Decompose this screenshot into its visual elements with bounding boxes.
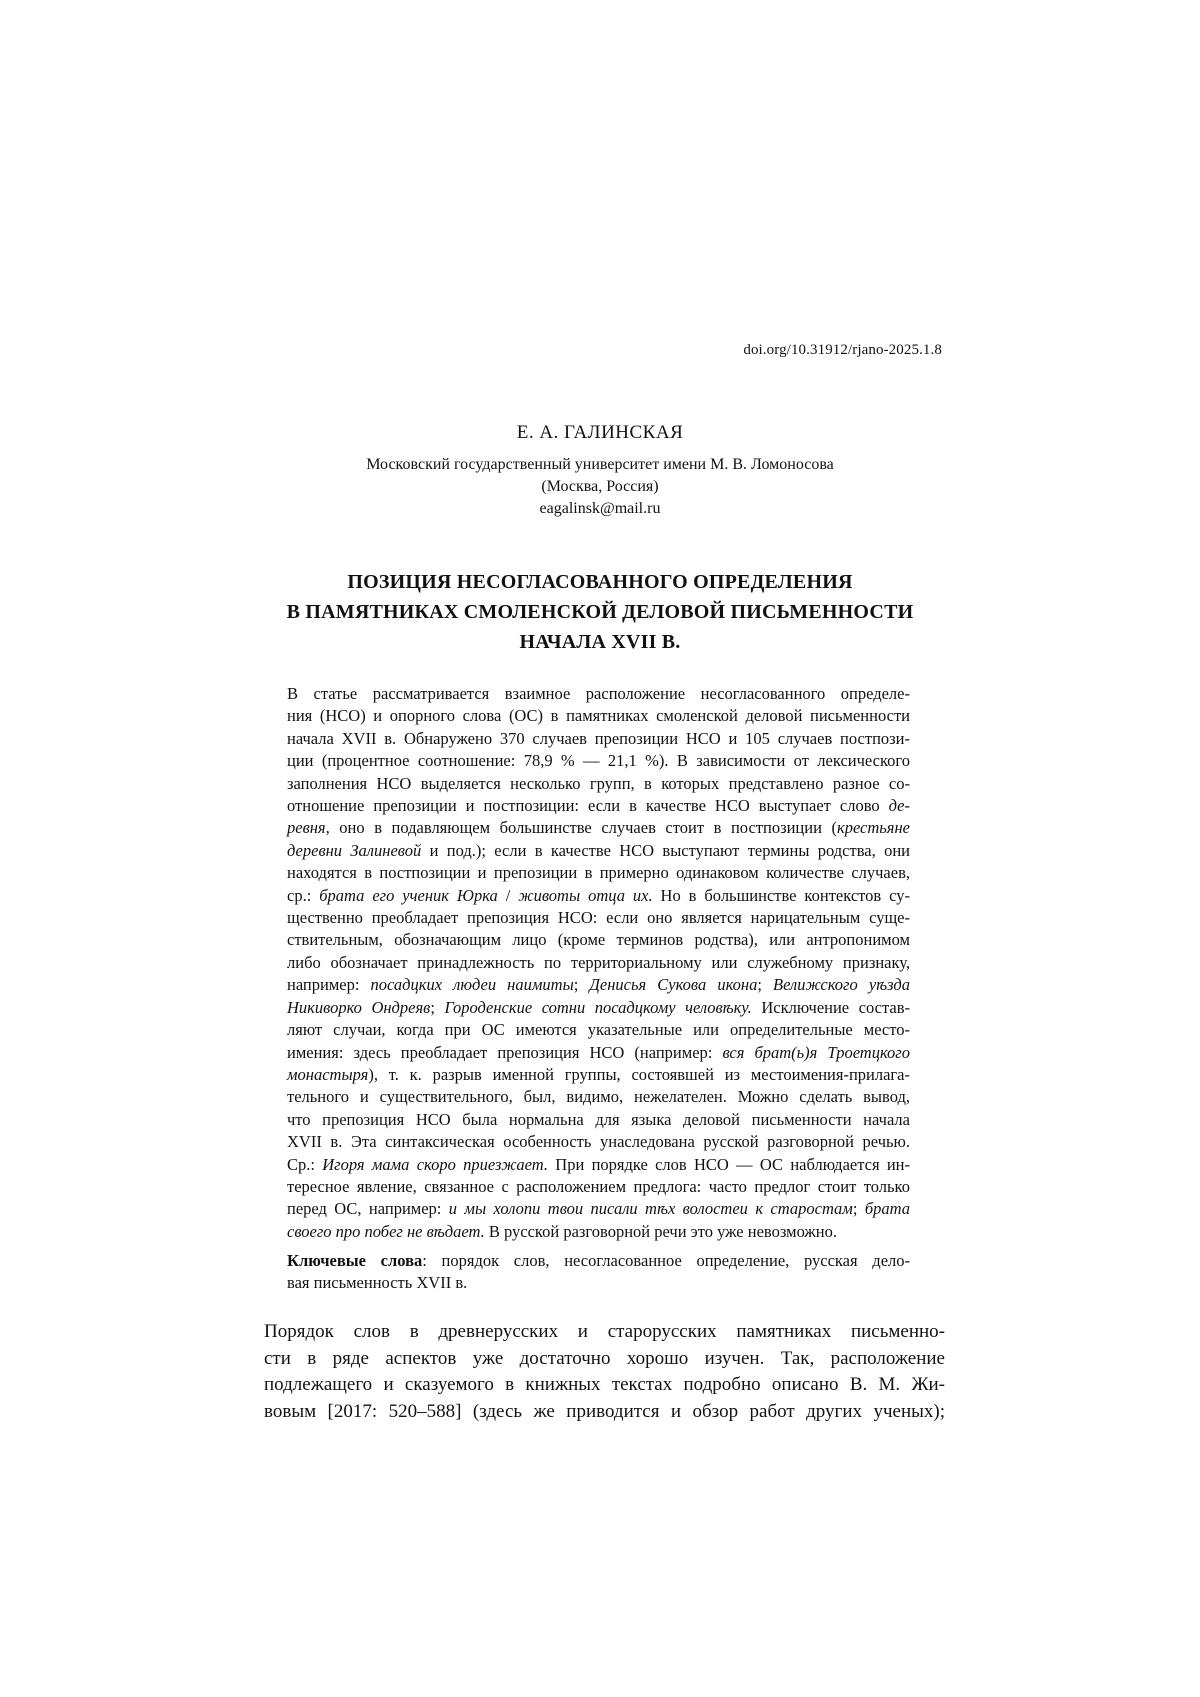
abstract-text: Но в большинстве контекстов су- <box>652 885 910 905</box>
title-line: НАЧАЛА XVII В. <box>519 631 681 653</box>
abstract-example: де- <box>888 796 910 816</box>
abstract-example: Никиворко Ондреяв <box>287 997 431 1017</box>
author-affiliation <box>0 454 1200 520</box>
abstract-example: посадцких людеи наимиты <box>370 975 574 995</box>
abstract-text: ; <box>852 1199 865 1219</box>
abstract-text: ; <box>430 997 445 1017</box>
abstract-text: находятся в постпозиции и препозиции в примерно одинаковом количестве случаев, <box>287 863 910 883</box>
abstract-line <box>287 795 910 817</box>
abstract-text: ), т. к. разрыв именной группы, состоявшей из местоимения-прилага- <box>368 1064 910 1084</box>
title-line: В ПАМЯТНИКАХ СМОЛЕНСКОЙ ДЕЛОВОЙ ПИСЬМЕННОСТИ <box>286 601 914 623</box>
abstract-example: Городенские сотни посадцкому человѣку. <box>444 997 752 1017</box>
title-line: ПОЗИЦИЯ НЕСОГЛАСОВАННОГО ОПРЕДЕЛЕНИЯ <box>347 571 853 593</box>
article-title <box>0 567 1200 657</box>
abstract-text: щественно преобладает препозиция НСО: если оно является нарицательным суще- <box>287 908 910 928</box>
abstract-line <box>287 1109 910 1131</box>
abstract-text: В статье рассматривается взаимное расположение несогласованного определе- <box>287 684 910 703</box>
abstract-example: животы отца их. <box>518 885 653 905</box>
abstract-line <box>287 1154 910 1176</box>
abstract-line <box>287 907 910 929</box>
body-text <box>264 1319 945 1425</box>
abstract-line <box>287 773 910 795</box>
abstract-example: Денисья Сукова икона <box>589 975 758 995</box>
abstract-text: Исключение состав- <box>751 997 910 1017</box>
abstract-example: крестьяне <box>836 818 910 838</box>
abstract-text: тельного и существительного, был, видимо, нежелателен. Можно сделать вывод, <box>287 1087 910 1107</box>
keywords-list: : порядок слов, несогласованное определение, русская дело- <box>422 1251 910 1270</box>
body-line: сти в ряде аспектов уже достаточно хорошо изучен. Так, расположение <box>264 1347 945 1369</box>
abstract-example: деревни Залиневой <box>287 840 422 860</box>
abstract-line <box>287 750 910 772</box>
abstract-line <box>287 862 910 884</box>
abstract-line <box>287 1198 910 1220</box>
author-name: Е. А. ГАЛИНСКАЯ <box>516 422 684 443</box>
abstract-text: например: <box>287 975 371 995</box>
abstract-text: При порядке слов НСО — ОС наблюдается ин- <box>547 1154 910 1174</box>
abstract-line <box>287 1042 910 1064</box>
keywords-line <box>287 1250 910 1272</box>
abstract-text: ; <box>573 975 590 995</box>
abstract-text: ; <box>757 975 774 995</box>
abstract-line <box>287 1176 910 1198</box>
abstract-line <box>287 1064 910 1086</box>
abstract-line <box>287 817 910 839</box>
abstract-text: что препозиция НСО была нормальна для языка деловой письменности начала <box>287 1109 910 1129</box>
abstract-text: тересное явление, связанное с расположением предлога: часто предлог стоит только <box>287 1176 910 1196</box>
abstract-example: Игоря мама скоро приезжает. <box>322 1154 548 1174</box>
body-line: Порядок слов в древнерусских и старорусских памятниках письменно- <box>264 1321 945 1342</box>
keywords <box>287 1250 910 1295</box>
abstract-example: и мы холопи твои писали тѣх волостеи к старостам <box>448 1199 853 1219</box>
abstract-text: В русской разговорной речи это уже невозможно. <box>484 1221 838 1241</box>
abstract-text: заполнения НСО выделяется несколько групп, в которых представлено разное со- <box>287 773 910 793</box>
abstract-line <box>287 728 910 750</box>
affiliation-location: (Москва, Россия) <box>541 478 659 495</box>
abstract-line <box>287 683 910 705</box>
abstract-line <box>287 952 910 974</box>
abstract-text: ния (НСО) и опорного слова (ОС) в памятниках смоленской деловой письменности <box>287 706 910 726</box>
abstract-example: брата <box>864 1199 910 1219</box>
keywords-line: вая письменность XVII в. <box>287 1273 468 1293</box>
abstract-text: имения: здесь преобладает препозиция НСО (например: <box>287 1042 723 1062</box>
abstract-text: / <box>497 885 519 905</box>
doi-link[interactable]: doi.org/10.31912/rjano-2025.1.8 <box>743 342 942 358</box>
abstract-line <box>287 929 910 951</box>
abstract-line <box>287 1086 910 1108</box>
abstract-text: ции (процентное соотношение: 78,9 % — 21,1 %). В зависимости от лексического <box>287 751 910 771</box>
abstract-text: и под.); если в качестве НСО выступают термины родства, они <box>421 840 910 860</box>
keywords-label: Ключевые слова <box>287 1251 423 1270</box>
body-line: подлежащего и сказуемого в книжных текстах подробно описано В. М. Жи- <box>264 1374 945 1396</box>
abstract-text: ствительным, обозначающим лицо (кроме терминов родства), или антропонимом <box>287 930 910 950</box>
abstract-example: монастыря <box>287 1064 369 1084</box>
abstract-text: Ср.: <box>287 1154 323 1174</box>
abstract <box>287 683 910 1243</box>
abstract-text: начала XVII в. Обнаружено 370 случаев препозиции НСО и 105 случаев постпози- <box>287 728 910 748</box>
abstract-text: ляют случаи, когда при ОС имеются указательные или определительные место- <box>287 1020 910 1040</box>
abstract-line <box>287 1019 910 1041</box>
abstract-text: перед ОС, например: <box>287 1199 449 1219</box>
abstract-line <box>287 885 910 907</box>
abstract-line <box>287 974 910 996</box>
abstract-example: Велижского уѣзда <box>773 975 910 995</box>
affiliation-university: Московский государственный университет имени М. В. Ломоносова <box>366 456 834 473</box>
abstract-example: своего про побег не вѣдает. <box>287 1221 485 1241</box>
abstract-line <box>287 1221 910 1243</box>
abstract-line <box>287 840 910 862</box>
abstract-line <box>287 705 910 727</box>
abstract-text: отношение препозиции и постпозиции: если в качестве НСО выступает слово <box>287 796 889 816</box>
author-email[interactable]: eagalinsk@mail.ru <box>539 500 661 517</box>
abstract-line <box>287 1131 910 1153</box>
abstract-example: ревня <box>287 818 326 838</box>
abstract-example: вся брат(ь)я Троетцкого <box>722 1042 910 1062</box>
abstract-text: либо обозначает принадлежность по территориальному или служебному признаку, <box>287 952 910 972</box>
abstract-line <box>287 997 910 1019</box>
abstract-text: ср.: <box>287 885 320 905</box>
abstract-text: XVII в. Эта синтаксическая особенность унаследована русской разговорной речью. <box>287 1132 910 1152</box>
abstract-text: , оно в подавляющем большинстве случаев стоит в постпозиции ( <box>325 818 837 838</box>
body-line: вовым [2017: 520–588] (здесь же приводится и обзор работ других ученых); <box>264 1400 945 1422</box>
abstract-example: брата его ученик Юрка <box>319 885 498 905</box>
